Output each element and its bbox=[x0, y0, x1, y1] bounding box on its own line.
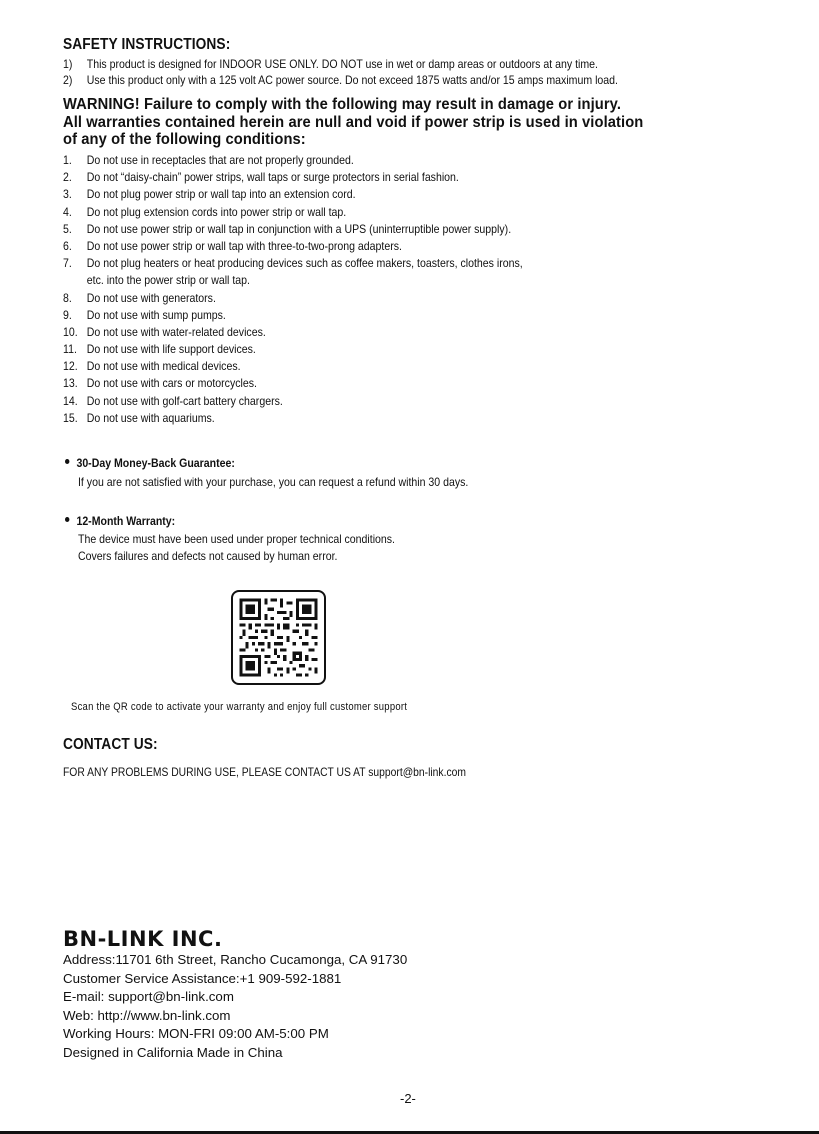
list-item-text: Do not use with cars or motorcycles. bbox=[86, 376, 257, 391]
list-item-text: Do not use with aquariums. bbox=[86, 410, 215, 425]
list-item bbox=[63, 186, 523, 203]
list-item-number: 5. bbox=[63, 221, 72, 236]
list-item-number: 8. bbox=[63, 290, 72, 305]
list-item-text: etc. into the power strip or wall tap. bbox=[86, 273, 250, 288]
company-email: E-mail: support@bn-link.com bbox=[63, 989, 234, 1005]
safety-item-text: Use this product only with a 125 volt AC power source. Do not exceed 1875 watts and/or 15 amps maximum load. bbox=[86, 73, 618, 87]
qr-caption: Scan the QR code to activate your warranty and enjoy full customer support bbox=[71, 701, 408, 713]
safety-item-number: 2) bbox=[63, 73, 73, 87]
list-item-text: Do not plug extension cords into power strip or wall tap. bbox=[86, 204, 347, 219]
safety-item-1 bbox=[63, 56, 598, 73]
warranty-line-2: Covers failures and defects not caused by human error. bbox=[78, 549, 338, 563]
contact-title: CONTACT US: bbox=[63, 736, 158, 753]
company-name: BN-LINK INC. bbox=[63, 927, 223, 951]
list-item-text: Do not use with water-related devices. bbox=[86, 324, 266, 339]
list-item-number: 7. bbox=[63, 256, 72, 271]
list-item bbox=[63, 341, 523, 358]
list-item-number: 11. bbox=[63, 342, 77, 357]
safety-item-number: 1) bbox=[63, 57, 73, 71]
company-origin: Designed in California Made in China bbox=[63, 1044, 283, 1060]
guarantee-text: If you are not satisfied with your purchase, you can request a refund within 30 days. bbox=[78, 475, 469, 489]
list-item-text: Do not use with sump pumps. bbox=[86, 307, 226, 322]
list-item-text: Do not plug heaters or heat producing devices such as coffee makers, toasters, clothes irons, bbox=[86, 256, 523, 271]
bullet-icon bbox=[65, 517, 69, 522]
warranty-title: 12-Month Warranty: bbox=[76, 514, 176, 528]
list-item-number: 14. bbox=[63, 393, 78, 408]
list-item bbox=[63, 221, 523, 238]
list-item bbox=[63, 358, 523, 375]
list-item bbox=[63, 238, 523, 255]
page-number: -2- bbox=[400, 1091, 416, 1106]
list-item-text: Do not use power strip or wall tap in conjunction with a UPS (uninterruptible power supply). bbox=[86, 221, 512, 236]
list-item bbox=[63, 410, 523, 427]
list-item-number: 9. bbox=[63, 307, 72, 322]
list-item-text: Do not use with life support devices. bbox=[86, 342, 256, 357]
list-item-number: 15. bbox=[63, 410, 78, 425]
list-item-text: Do not use with medical devices. bbox=[86, 359, 241, 374]
list-item-number: 10. bbox=[63, 324, 78, 339]
list-item-continuation bbox=[63, 272, 523, 289]
contact-text: FOR ANY PROBLEMS DURING USE, PLEASE CONTACT US AT support@bn-link.com bbox=[63, 765, 466, 779]
list-item bbox=[63, 375, 523, 392]
list-item-number: 2. bbox=[63, 170, 72, 185]
warranty-line-1: The device must have been used under proper technical conditions. bbox=[78, 532, 396, 546]
company-hours: Working Hours: MON-FRI 09:00 AM-5:00 PM bbox=[63, 1026, 329, 1042]
list-item-number: 13. bbox=[63, 376, 78, 391]
list-item bbox=[63, 169, 523, 186]
list-item bbox=[63, 324, 523, 341]
list-item-text: Do not plug power strip or wall tap into an extension cord. bbox=[86, 187, 356, 202]
list-item-number: 1. bbox=[63, 153, 72, 167]
list-item bbox=[63, 307, 523, 324]
company-phone: Customer Service Assistance:+1 909-592-1881 bbox=[63, 970, 342, 986]
conditions-list bbox=[63, 152, 523, 427]
safety-item-2 bbox=[63, 72, 618, 89]
company-web: Web: http://www.bn-link.com bbox=[63, 1007, 231, 1023]
list-item-number: 6. bbox=[63, 238, 72, 253]
list-item-text: Do not use in receptacles that are not properly grounded. bbox=[86, 153, 354, 167]
safety-title: SAFETY INSTRUCTIONS: bbox=[63, 36, 231, 53]
company-details bbox=[63, 951, 407, 1063]
bullet-icon bbox=[65, 459, 69, 464]
guarantee-title: 30-Day Money-Back Guarantee: bbox=[76, 456, 235, 470]
warranty-heading bbox=[65, 512, 175, 530]
safety-item-text: This product is designed for INDOOR USE ONLY. DO NOT use in wet or damp areas or outdoors at any time. bbox=[86, 57, 598, 71]
list-item-text: Do not use with golf-cart battery chargers. bbox=[86, 393, 283, 408]
guarantee-heading bbox=[65, 454, 235, 472]
list-item bbox=[63, 393, 523, 410]
list-item bbox=[63, 152, 523, 169]
list-item-number: 12. bbox=[63, 359, 78, 374]
warning-line-1: WARNING! Failure to comply with the following may result in damage or injury. bbox=[63, 96, 622, 113]
list-item-number: 4. bbox=[63, 204, 72, 219]
warning-line-3: of any of the following conditions: bbox=[63, 131, 306, 148]
list-item-text: Do not use with generators. bbox=[86, 290, 216, 305]
list-item bbox=[63, 290, 523, 307]
list-item-text: Do not “daisy-chain” power strips, wall taps or surge protectors in serial fashion. bbox=[86, 170, 459, 185]
warning-line-2: All warranties contained herein are null and void if power strip is used in violation bbox=[63, 114, 644, 131]
list-item bbox=[63, 204, 523, 221]
list-item-number: 3. bbox=[63, 187, 72, 202]
qr-code-icon[interactable] bbox=[231, 590, 326, 685]
company-address: Address:11701 6th Street, Rancho Cucamonga, CA 91730 bbox=[63, 952, 408, 967]
list-item bbox=[63, 255, 523, 272]
list-item-text: Do not use power strip or wall tap with three-to-two-prong adapters. bbox=[86, 238, 402, 253]
